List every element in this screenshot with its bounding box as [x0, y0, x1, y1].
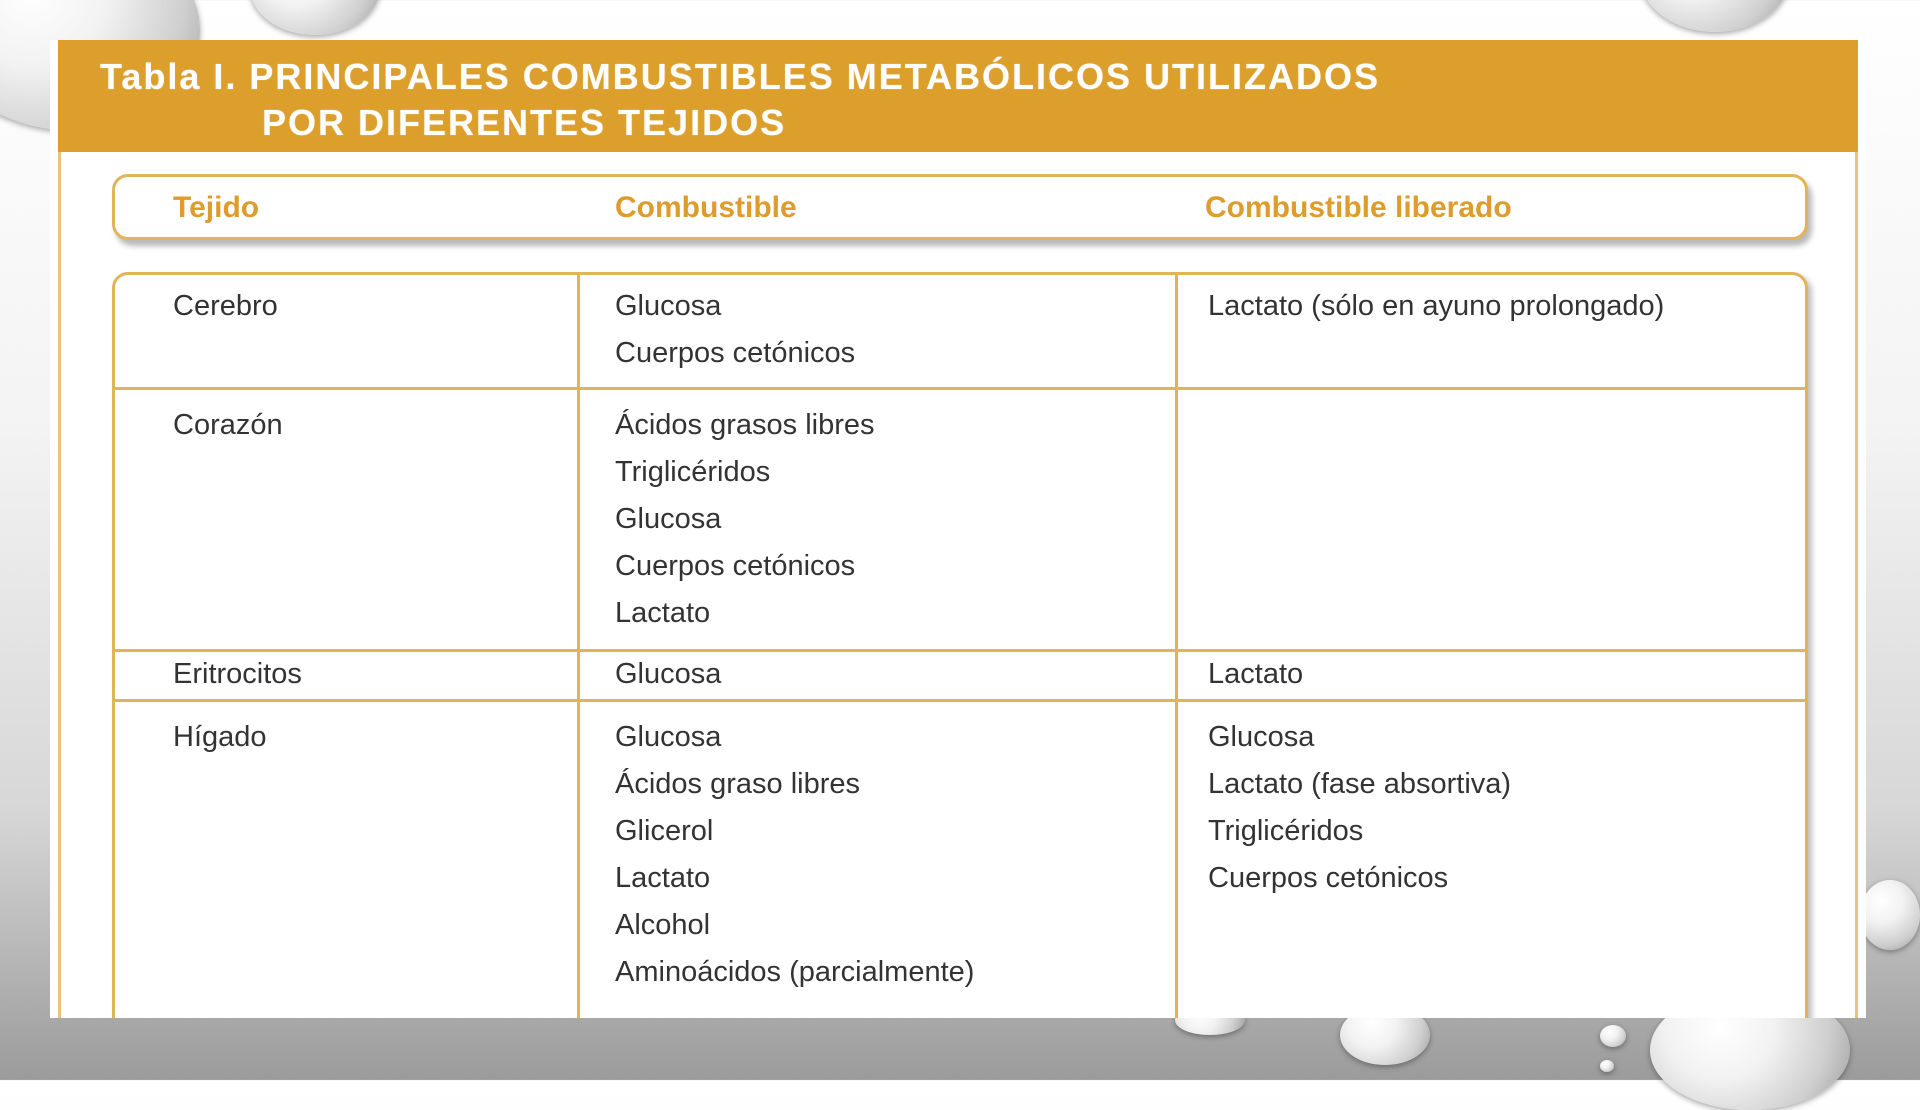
table-header: [112, 174, 1808, 240]
table-row-eritrocitos-liberado: [1208, 651, 1303, 698]
decorative-bubble: [250, 0, 380, 35]
cell-text: Lactato: [1208, 658, 1304, 690]
column-header-tejido: Tejido: [173, 191, 260, 224]
data-table: [112, 272, 1808, 1018]
column-header-combustible-liberado: Combustible liberado: [1205, 191, 1512, 224]
title-bar: [58, 40, 1858, 152]
row-divider: [115, 699, 1805, 702]
table-row-higado-tejido: [173, 714, 267, 761]
table-row-corazon-combustible: [615, 402, 875, 637]
decorative-bubble: [1860, 880, 1920, 950]
decorative-bubble: [1640, 0, 1790, 32]
cell-text: Hígado: [173, 721, 267, 753]
cell-text: Lactato (sólo en ayuno prolongado): [1208, 290, 1665, 322]
cell-text: Lactato: [615, 862, 711, 894]
cell-text: Cerebro: [173, 290, 278, 322]
table-row-eritrocitos-combustible: [615, 651, 721, 698]
cell-text: Triglicéridos: [1208, 815, 1364, 847]
cell-text: Ácidos grasos libres: [615, 409, 875, 441]
cell-text: Glicerol: [615, 815, 714, 847]
table-card: [50, 40, 1866, 1018]
table-row-eritrocitos-tejido: [173, 651, 302, 698]
cell-text: Glucosa: [615, 290, 722, 322]
table-row-higado-combustible: [615, 714, 974, 996]
table-title-line-2: POR DIFERENTES TEJIDOS: [262, 102, 787, 143]
decorative-bubble: [1600, 1060, 1614, 1072]
cell-text: Cuerpos cetónicos: [615, 550, 856, 582]
table-row-cerebro-liberado: [1208, 283, 1664, 330]
cell-text: Ácidos graso libres: [615, 768, 860, 800]
table-title-line-1: Tabla I. PRINCIPALES COMBUSTIBLES METABÓLICOS UTILIZADOS: [100, 56, 1381, 97]
table-row-cerebro-tejido: [173, 283, 278, 330]
cell-text: Glucosa: [615, 658, 722, 690]
table-row-higado-liberado: [1208, 714, 1511, 902]
table-row-cerebro-combustible: [615, 283, 855, 377]
cell-text: Corazón: [173, 409, 283, 441]
cell-text: Glucosa: [615, 503, 722, 535]
row-divider: [115, 649, 1805, 652]
cell-text: Cuerpos cetónicos: [1208, 862, 1449, 894]
cell-text: Eritrocitos: [173, 658, 302, 690]
cell-text: Lactato: [615, 597, 711, 629]
cell-text: Alcohol: [615, 909, 711, 941]
table-row-corazon-tejido: [173, 402, 283, 449]
cell-text: Aminoácidos (parcialmente): [615, 956, 975, 988]
cell-text: Cuerpos cetónicos: [615, 337, 856, 369]
column-header-combustible: Combustible: [615, 191, 797, 224]
cell-text: Triglicéridos: [615, 456, 771, 488]
decorative-bubble: [1600, 1025, 1626, 1047]
cell-text: Glucosa: [1208, 721, 1315, 753]
cell-text: Glucosa: [615, 721, 722, 753]
cell-text: Lactato (fase absortiva): [1208, 768, 1512, 800]
row-divider: [115, 387, 1805, 390]
